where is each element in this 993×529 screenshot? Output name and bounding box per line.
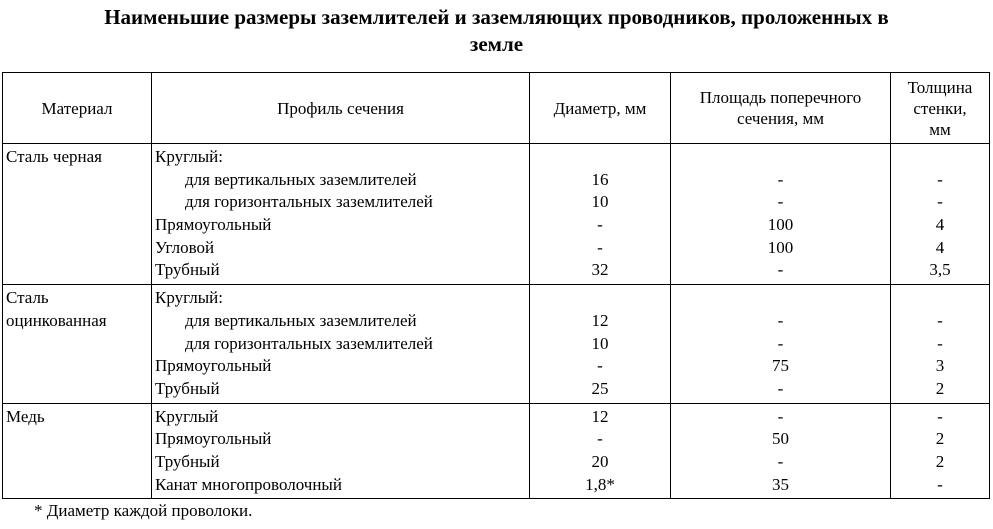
profile-value: Трубный	[155, 451, 220, 471]
material-name-line: Сталь	[6, 288, 49, 308]
diameter-value: 32	[591, 260, 609, 280]
profile-value: для вертикальных заземлителей	[185, 169, 417, 189]
area-value: 100	[767, 237, 794, 257]
thickness-cell	[891, 285, 990, 403]
profile-value: Круглый:	[155, 147, 223, 166]
area-value: -	[777, 310, 784, 330]
diameter-cell	[530, 285, 671, 403]
diameter-value	[530, 146, 670, 169]
header-diameter: Диаметр, мм	[530, 73, 671, 144]
profile-value: Круглый:	[155, 288, 223, 308]
diameter-value: -	[597, 356, 603, 376]
thickness-value: 4	[935, 215, 945, 235]
header-profile: Профиль сечения	[152, 73, 530, 144]
area-cell	[671, 285, 891, 403]
profile-value: для вертикальных заземлителей	[185, 310, 417, 330]
diameter-value: -	[597, 237, 603, 257]
thickness-value: 3,5	[929, 260, 951, 280]
header-area-line-1: Площадь поперечного	[699, 88, 862, 107]
material-name-line: Медь	[6, 406, 45, 426]
diameter-value: 10	[591, 192, 609, 212]
profile-value: для горизонтальных заземлителей	[185, 333, 433, 353]
diameter-value: 16	[591, 169, 609, 189]
diameter-cell	[530, 403, 671, 499]
thickness-value: 3	[935, 356, 945, 376]
thickness-value: 2	[935, 429, 945, 449]
thickness-value: -	[937, 310, 943, 330]
area-value: -	[777, 451, 784, 471]
thickness-value	[891, 287, 989, 310]
material-cell	[3, 285, 152, 403]
profile-cell	[152, 144, 530, 285]
thickness-value: -	[937, 192, 943, 212]
thickness-value: 2	[935, 378, 945, 398]
document-title	[0, 4, 993, 58]
title-line-1: Наименьшие размеры заземлителей и заземляющих проводников, проложенных в	[104, 5, 889, 29]
profile-value: Угловой	[155, 237, 215, 257]
header-thickness-line-1: Толщина	[907, 77, 973, 97]
diameter-value: 12	[591, 406, 609, 426]
diameter-cell	[530, 144, 671, 285]
profile-value: Трубный	[155, 260, 220, 280]
area-cell	[671, 403, 891, 499]
area-value: 100	[767, 215, 794, 235]
material-name-line: Сталь черная	[6, 147, 102, 166]
thickness-cell	[891, 403, 990, 499]
area-value: 50	[772, 429, 789, 449]
diameter-value: 1,8*	[585, 474, 615, 494]
table-row-group	[3, 144, 990, 285]
thickness-value: -	[937, 406, 943, 426]
area-value	[671, 146, 890, 169]
area-value	[671, 287, 890, 310]
header-thickness-line-3: мм	[929, 119, 951, 139]
area-value: 75	[772, 356, 789, 376]
profile-value: Канат многопроволочный	[155, 474, 342, 494]
diameter-value: -	[597, 215, 603, 235]
profile-value: для горизонтальных заземлителей	[185, 192, 433, 212]
header-material: Материал	[3, 73, 152, 144]
grounding-sizes-table	[2, 72, 990, 499]
table-header-row	[3, 73, 990, 144]
header-area-line-2: сечения, мм	[736, 109, 824, 128]
diameter-value: 20	[591, 451, 609, 471]
material-name-line: оцинкованная	[6, 310, 107, 330]
table-row-group	[3, 285, 990, 403]
header-area	[671, 73, 891, 144]
header-thickness	[891, 73, 990, 144]
profile-value: Прямоугольный	[155, 356, 272, 376]
profile-value: Круглый	[155, 406, 219, 426]
profile-value: Прямоугольный	[155, 215, 272, 235]
area-value: -	[777, 333, 784, 353]
area-cell	[671, 144, 891, 285]
profile-value: Прямоугольный	[155, 429, 272, 449]
thickness-cell	[891, 144, 990, 285]
area-value: -	[777, 169, 784, 189]
area-value: -	[777, 378, 784, 398]
profile-value: Трубный	[155, 378, 220, 398]
footnote: * Диаметр каждой проволоки.	[34, 501, 253, 520]
table-row-group	[3, 403, 990, 499]
area-value: -	[777, 406, 784, 426]
material-cell	[3, 403, 152, 499]
thickness-value: -	[937, 169, 943, 189]
table-body	[3, 144, 990, 499]
thickness-value: -	[937, 474, 943, 494]
diameter-value: 10	[591, 333, 609, 353]
thickness-value: 4	[935, 237, 945, 257]
title-line-2: земле	[469, 32, 524, 56]
diameter-value: 25	[591, 378, 609, 398]
header-thickness-line-2: стенки,	[913, 98, 967, 118]
profile-cell	[152, 285, 530, 403]
diameter-value	[530, 287, 670, 310]
thickness-value: -	[937, 333, 943, 353]
diameter-value: 12	[591, 310, 609, 330]
thickness-value: 2	[935, 451, 945, 471]
area-value: 35	[772, 474, 789, 494]
diameter-value: -	[597, 429, 603, 449]
area-value: -	[777, 260, 784, 280]
thickness-value	[891, 146, 989, 169]
area-value: -	[777, 192, 784, 212]
material-cell	[3, 144, 152, 285]
profile-cell	[152, 403, 530, 499]
